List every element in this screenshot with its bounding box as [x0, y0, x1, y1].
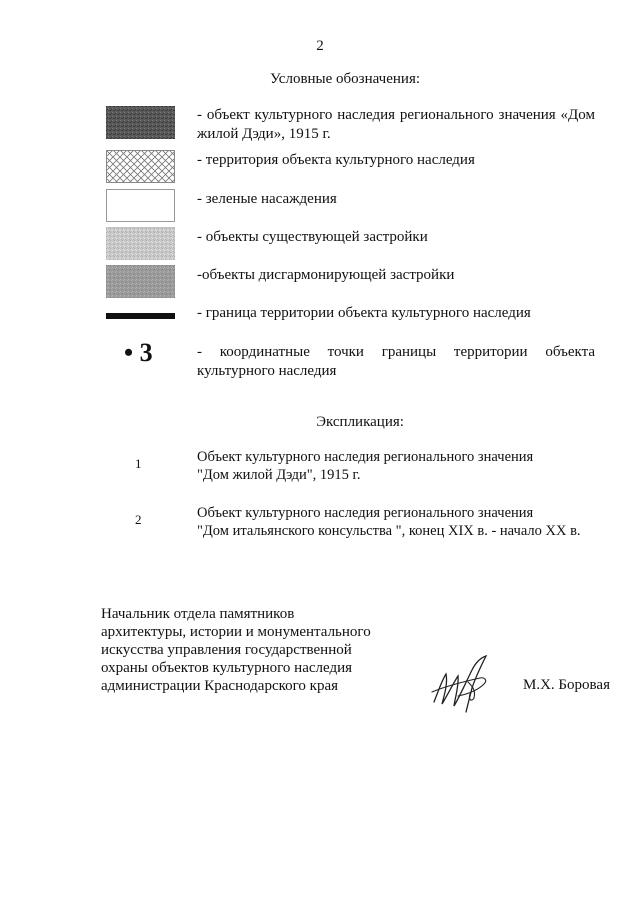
explication-item-1 — [197, 448, 617, 484]
explication-item-2-line1: Объект культурного наследия регионального значения — [197, 505, 534, 521]
legend-swatch-boundary-line — [106, 312, 175, 320]
legend-text-coordinate-points: - координатные точки границы территории объекта культурного наследия — [197, 344, 595, 379]
legend-text-territory: - территория объекта культурного наследия — [197, 152, 475, 168]
explication-item-2-line2: "Дом итальянского консульства ", конец XIX в. - начало XX в. — [197, 523, 581, 539]
explication-number-1: 1 — [135, 456, 142, 471]
position-line-1: Начальник отдела памятников — [101, 606, 295, 622]
legend-text-boundary-line: - граница территории объекта культурного наследия — [197, 305, 531, 321]
position-line-2: архитектуры, истории и монументального — [101, 624, 371, 640]
legend-swatch-green-spaces — [106, 189, 175, 222]
explication-item-1-line2: "Дом жилой Дэди", 1915 г. — [197, 467, 361, 483]
legend-text-green-spaces: - зеленые насаждения — [197, 191, 337, 207]
legend-text-disharmonious-buildings: -объекты дисгармонирующей застройки — [197, 267, 455, 283]
signatory-position — [101, 605, 371, 695]
legend-swatch-territory — [106, 150, 175, 183]
explication-number-2: 2 — [135, 512, 142, 527]
legend-text-existing-buildings: - объекты существующей застройки — [197, 229, 428, 245]
explication-item-1-line1: Объект культурного наследия регионального значения — [197, 449, 534, 465]
legend-text-heritage-object: - объект культурного наследия регионального значения «Дом жилой Дэди», 1915 г. — [197, 107, 595, 142]
explication-title: Экспликация: — [316, 414, 404, 430]
explication-item-2 — [197, 504, 617, 540]
handwritten-signature — [428, 652, 498, 719]
signatory-name: М.Х. Боровая — [523, 677, 610, 693]
legend-swatch-existing-buildings — [106, 227, 175, 260]
legend-marker-coordinate-point: • 3 — [124, 338, 153, 367]
legend-swatch-disharmonious-buildings — [106, 265, 175, 298]
position-line-5: администрации Краснодарского края — [101, 678, 339, 694]
legend-swatch-heritage-object — [106, 106, 175, 139]
position-line-4: охраны объектов культурного наследия — [101, 660, 353, 676]
legend-title: Условные обозначения: — [269, 71, 421, 87]
position-line-3: искусства управления государственной — [101, 642, 352, 658]
page-number: 2 — [316, 38, 324, 54]
